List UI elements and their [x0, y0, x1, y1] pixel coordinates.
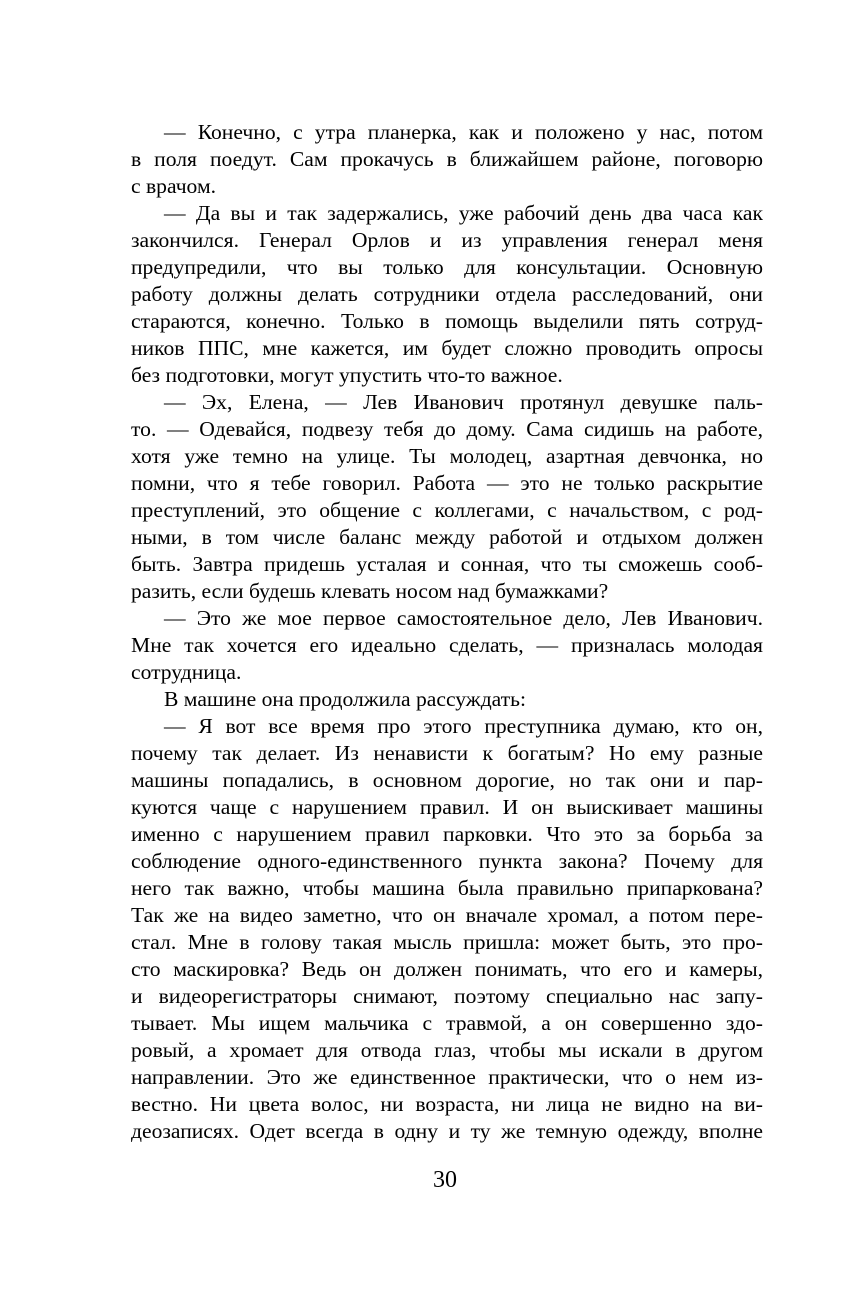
text-line: направлении. Это же единственное практически, что о нем из-: [131, 1065, 763, 1089]
text-line: сто маскировка? Ведь он должен понимать, что его и камеры,: [131, 957, 763, 981]
text-line: с врачом.: [131, 174, 217, 198]
text-line: почему так делает. Из ненависти к богатым? Но ему разные: [131, 741, 763, 765]
text-line: куются чаще с нарушением правил. И он выискивает машины: [131, 795, 763, 819]
body-text: [131, 119, 763, 1145]
text-line: ровый, а хромает для отвода глаз, чтобы мы искали в другом: [131, 1038, 763, 1062]
text-line: разить, если будешь клевать носом над бумажками?: [131, 579, 609, 603]
text-line: — Я вот все время про этого преступника думаю, кто он,: [164, 714, 763, 738]
text-line: — Это же мое первое самостоятельное дело, Лев Иванович.: [164, 606, 763, 630]
text-line: сотрудница.: [131, 660, 242, 684]
text-line: стараются, конечно. Только в помощь выделили пять сотруд-: [131, 309, 763, 333]
text-line: соблюдение одного-единственного пункта закона? Почему для: [131, 849, 763, 873]
text-line: в поля поедут. Сам прокачусь в ближайшем районе, поговорю: [131, 147, 763, 171]
text-line: быть. Завтра придешь усталая и сонная, что ты сможешь сооб-: [131, 552, 763, 576]
text-line: предупредили, что вы только для консультации. Основную: [131, 255, 763, 279]
text-line: ными, в том числе баланс между работой и отдыхом должен: [131, 525, 763, 549]
text-line: — Да вы и так задержались, уже рабочий день два часа как: [164, 201, 763, 225]
text-line: Так же на видео заметно, что он вначале хромал, а потом пере-: [131, 903, 763, 927]
text-line: помни, что я тебе говорил. Работа — это не только раскрытие: [131, 471, 763, 495]
text-line: и видеорегистраторы снимают, поэтому специально нас запу-: [131, 984, 763, 1008]
text-line: — Эх, Елена, — Лев Иванович протянул девушке паль-: [164, 390, 763, 414]
text-line: стал. Мне в голову такая мысль пришла: может быть, это про-: [131, 930, 763, 954]
text-line: без подготовки, могут упустить что-то важное.: [131, 363, 563, 387]
text-line: хотя уже темно на улице. Ты молодец, азартная девчонка, но: [131, 444, 763, 468]
text-line: преступлений, это общение с коллегами, с начальством, с род-: [131, 498, 763, 522]
text-line: — Конечно, с утра планерка, как и положено у нас, потом: [164, 120, 763, 144]
text-line: работу должны делать сотрудники отдела расследований, они: [131, 282, 763, 306]
text-line: него так важно, чтобы машина была правильно припаркована?: [131, 876, 763, 900]
text-line: деозаписях. Одет всегда в одну и ту же темную одежду, вполне: [131, 1119, 763, 1143]
text-line: тывает. Мы ищем мальчика с травмой, а он совершенно здо-: [131, 1011, 763, 1035]
text-line: закончился. Генерал Орлов и из управления генерал меня: [131, 228, 763, 252]
text-line: В машине она продолжила рассуждать:: [164, 687, 526, 711]
text-line: ников ППС, мне кажется, им будет сложно проводить опросы: [131, 336, 763, 360]
text-line: Мне так хочется его идеально сделать, — призналась молодая: [131, 633, 763, 657]
text-line: то. — Одевайся, подвезу тебя до дому. Сама сидишь на работе,: [131, 417, 763, 441]
text-line: именно с нарушением правил парковки. Что это за борьба за: [131, 822, 763, 846]
page-number: 30: [433, 1167, 457, 1193]
text-line: вестно. Ни цвета волос, ни возраста, ни лица не видно на ви-: [131, 1092, 763, 1116]
text-line: машины попадались, в основном дорогие, но так они и пар-: [131, 768, 763, 792]
